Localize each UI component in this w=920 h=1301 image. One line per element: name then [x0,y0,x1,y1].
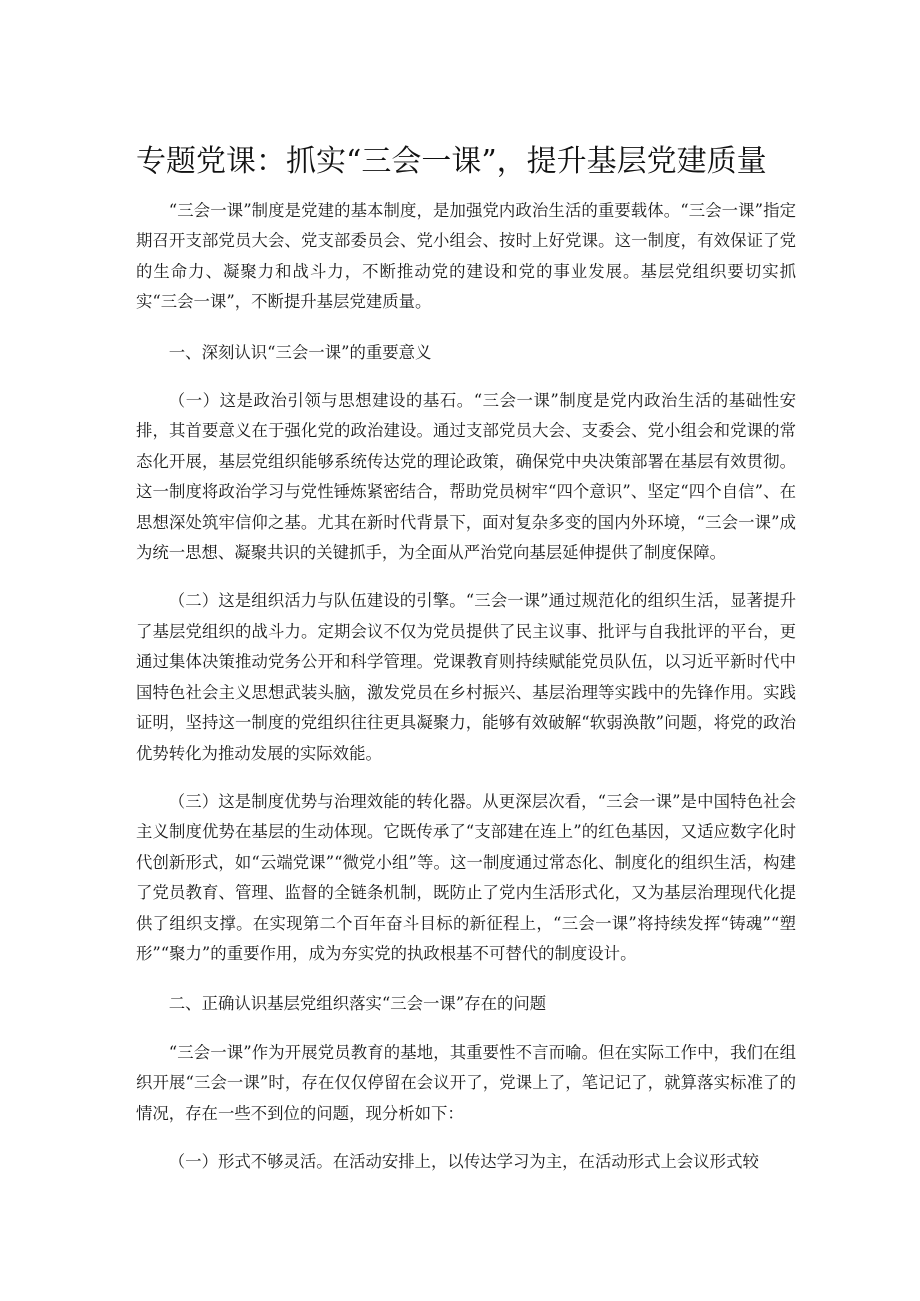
section-2-heading: 二、正确认识基层党组织落实“三会一课”存在的问题 [168,994,547,1014]
section-1-heading: 一、深刻认识“三会一课”的重要意义 [168,342,432,362]
section-2-intro: “三会一课”作为开展党员教育的基地，其重要性不言而喻。但在实际工作中，我们在组织开展“三会一课”时，存在仅仅停留在会议开了，党课上了，笔记记了，就算落实标准了的情况，存在一些不到位的问题，现分析如下： [136,1042,796,1123]
section-2-paragraph-1: （一）形式不够灵活。在活动安排上，以传达学习为主，在活动形式上会议形式较 [168,1151,759,1171]
document-body [136,196,796,1177]
section-1-paragraph-3: （三）这是制度优势与治理效能的转化器。从更深层次看，“三会一课”是中国特色社会主义制度优势在基层的生动体现。它既传承了“支部建在连上”的红色基因，又适应数字化时代创新形式，如“云端党课”“微党小组”等。这一制度通过常态化、制度化的组织生活，构建了党员教育、管理、监督的全链条机制，既防止了党内生活形式化，又为基层治理现代化提供了组织支撑。在实现第二个百年奋斗目标的新征程上，“三会一课”将持续发挥“铸魂”“塑形”“聚力”的重要作用，成为夯实党的执政根基不可替代的制度设计。 [136,791,796,963]
section-1-paragraph-1: （一）这是政治引领与思想建设的基石。“三会一课”制度是党内政治生活的基础性安排，其首要意义在于强化党的政治建设。通过支部党员大会、支委会、党小组会和党课的常态化开展，基层党组织能够系统传达党的理论政策，确保党中央决策部署在基层有效贯彻。这一制度将政治学习与党性锤炼紧密结合，帮助党员树牢“四个意识”、坚定“四个自信”、在思想深处筑牢信仰之基。尤其在新时代背景下，面对复杂多变的国内外环境，“三会一课”成为统一思想、凝聚共识的关键抓手，为全面从严治党向基层延伸提供了制度保障。 [136,391,796,563]
section-1-paragraph-2: （二）这是组织活力与队伍建设的引擎。“三会一课”通过规范化的组织生活，显著提升了基层党组织的战斗力。定期会议不仅为党员提供了民主议事、批评与自我批评的平台，更通过集体决策推动党务公开和科学管理。党课教育则持续赋能党员队伍，以习近平新时代中国特色社会主义思想武装头脑，激发党员在乡村振兴、基层治理等实践中的先锋作用。实践证明，坚持这一制度的党组织往往更具凝聚力，能够有效破解“软弱涣散”问题，将党的政治优势转化为推动发展的实际效能。 [136,591,796,763]
document-title: 专题党课：抓实“三会一课”，提升基层党建质量 [136,144,767,179]
intro-paragraph: “三会一课”制度是党建的基本制度，是加强党内政治生活的重要载体。“三会一课”指定期召开支部党员大会、党支部委员会、党小组会、按时上好党课。这一制度，有效保证了党的生命力、凝聚力和战斗力，不断推动党的建设和党的事业发展。基层党组织要切实抓实“三会一课”，不断提升基层党建质量。 [136,201,796,312]
